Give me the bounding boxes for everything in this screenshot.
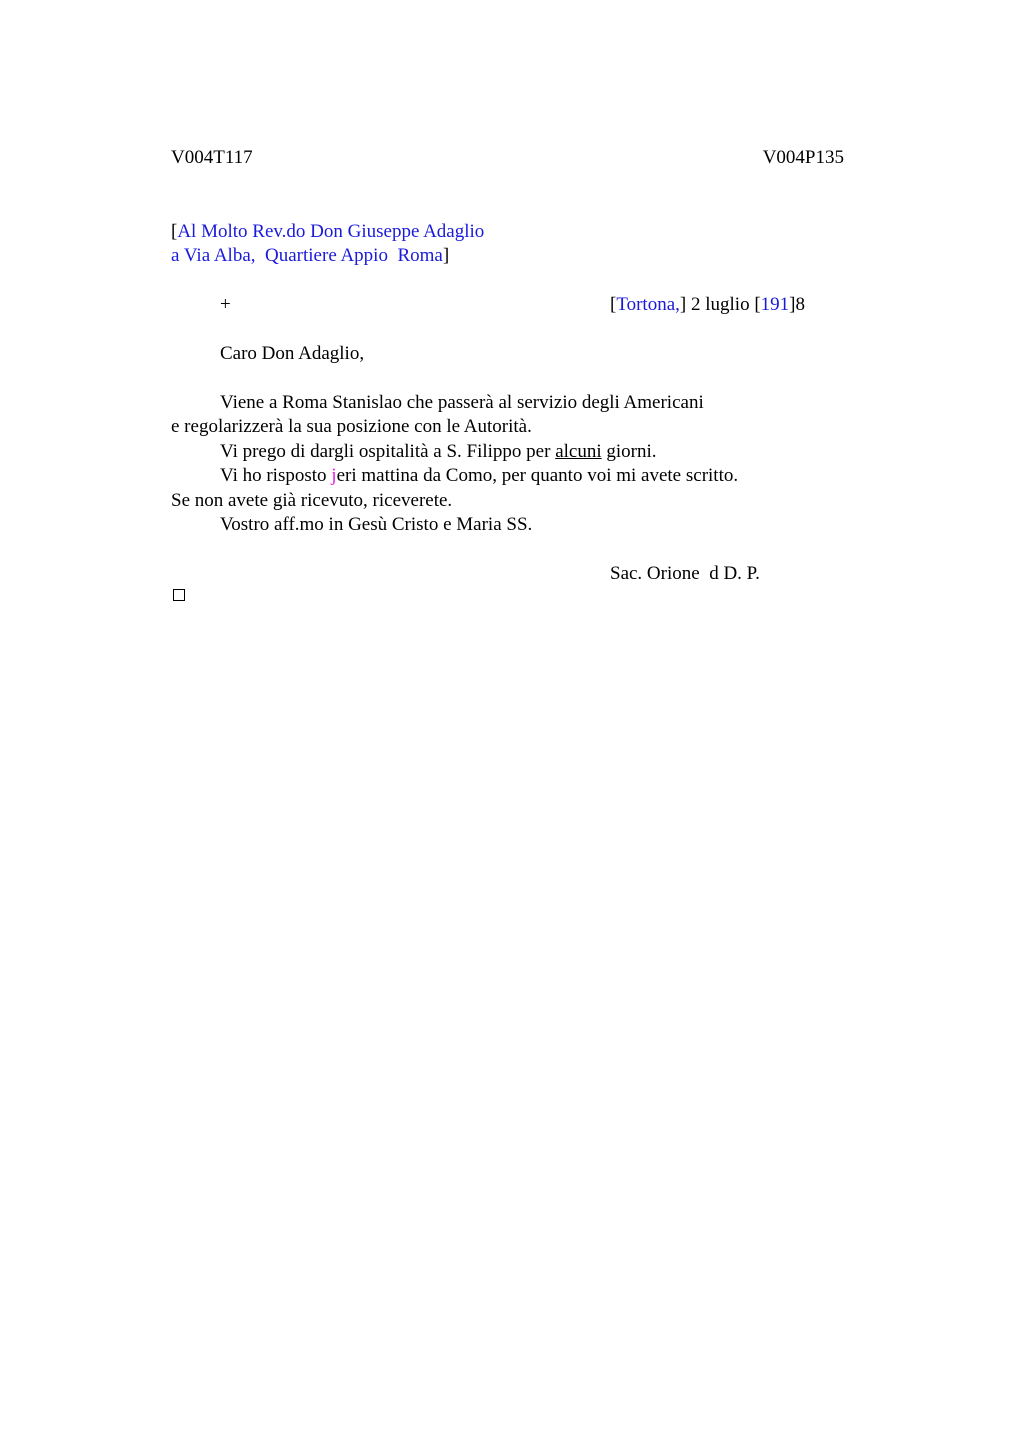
closing-line: Vostro aff.mo in Gesù Cristo e Maria SS.: [220, 514, 533, 535]
cross-symbol: +: [220, 294, 231, 315]
year-end: 8: [795, 294, 805, 315]
highlighted-letter: j: [331, 465, 337, 486]
body-line-2: e regolarizzerà la sua posizione con le Autorità.: [171, 416, 532, 437]
address-street: a Via Alba, Quartiere Appio Roma: [171, 245, 443, 266]
body-text: Vi ho risposto: [220, 465, 332, 486]
dateline-place: Tortona,: [616, 294, 680, 315]
body-line-5: Se non avete già ricevuto, riceverete.: [171, 490, 453, 511]
body-text: eri mattina da Como, per quanto voi mi avete scritto.: [336, 465, 739, 486]
signature: Sac. Orione d D. P.: [610, 563, 760, 584]
body-line-3: [220, 440, 657, 464]
address-recipient: Al Molto Rev.do Don Giuseppe Adaglio: [177, 221, 485, 242]
dateline-bracket-open: [: [610, 294, 617, 315]
body-text: giorni.: [601, 441, 657, 462]
open-bracket: [: [171, 221, 178, 242]
year-bracket-open: [: [754, 294, 761, 315]
year-bracket-close: ]: [789, 294, 796, 315]
year-editorial: 191: [760, 294, 790, 315]
close-bracket: ]: [442, 245, 450, 266]
body-text: Vi prego di dargli ospitalità a S. Filippo per: [220, 441, 556, 462]
dateline-date: 2 luglio: [686, 294, 755, 315]
body-line-1: Viene a Roma Stanislao che passerà al servizio degli Americani: [220, 392, 704, 413]
dateline-bracket-close: ]: [679, 294, 687, 315]
address-line-1: [171, 220, 484, 244]
volume-page-code: V004P135: [762, 147, 844, 168]
address-line-2: [171, 244, 449, 268]
dateline: [610, 293, 805, 317]
underlined-word: alcuni: [555, 441, 602, 462]
body-line-4: [220, 464, 738, 488]
end-marker-square: [173, 589, 185, 601]
volume-text-code: V004T117: [171, 147, 253, 168]
salutation: Caro Don Adaglio,: [220, 343, 365, 364]
